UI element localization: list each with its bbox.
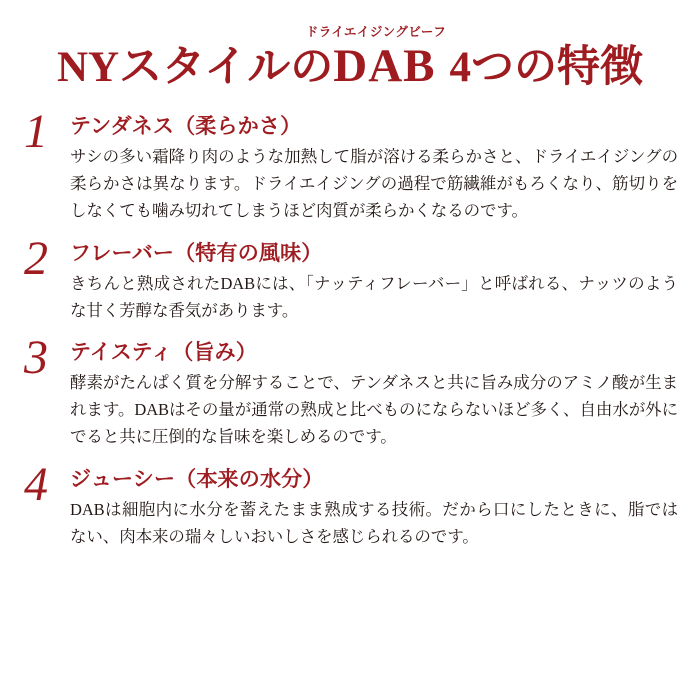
item-body: サシの多い霜降り肉のような加熱して脂が溶ける柔らかさと、ドライエイジングの柔らかさは異なります。ドライエイジングの過程で筋繊維がもろくなり、筋切りをしなくても噛み切れてしまうほど肉質が柔らかくなるのです。 — [70, 147, 678, 220]
item-heading: フレーバー（特有の風味） — [70, 241, 323, 265]
item-body: 酵素がたんぱく質を分解することで、テンダネスと共に旨み成分のアミノ酸が生まれます。DABはその量が通常の熟成と比べものにならないほど多く、自由水が外にでると共に圧倒的な旨味を楽しめるのです。 — [70, 373, 678, 446]
page-header — [0, 0, 700, 98]
item-number: 3 — [24, 331, 48, 385]
list-item — [18, 231, 678, 325]
item-heading: ジューシー（本来の水分） — [70, 467, 324, 491]
title-prefix: NYスタイルの — [57, 43, 334, 91]
item-number: 1 — [24, 105, 48, 159]
feature-list — [0, 105, 700, 550]
item-heading: テンダネス（柔らかさ） — [70, 115, 302, 139]
item-body: きちんと熟成されたDABには、「ナッティフレーバー」と呼ばれる、ナッツのような甘く芳醇な香気があります。 — [70, 273, 678, 320]
title-suffix: 4つの特徴 — [449, 43, 643, 91]
page-title — [0, 40, 700, 93]
item-number: 4 — [24, 457, 48, 511]
list-item — [18, 457, 678, 551]
title-ruby: ドライエイジングビーフ — [305, 25, 447, 39]
title-acronym: DAB — [333, 39, 436, 92]
item-heading: テイスティ（旨み） — [70, 341, 258, 365]
list-item — [18, 331, 678, 450]
item-number: 2 — [24, 231, 48, 285]
item-body: DABは細胞内に水分を蓄えたまま熟成する技術。だから口にしたときに、脂ではない、肉本来の瑞々しいおいしさを感じられるのです。 — [70, 499, 678, 546]
list-item — [18, 105, 678, 224]
